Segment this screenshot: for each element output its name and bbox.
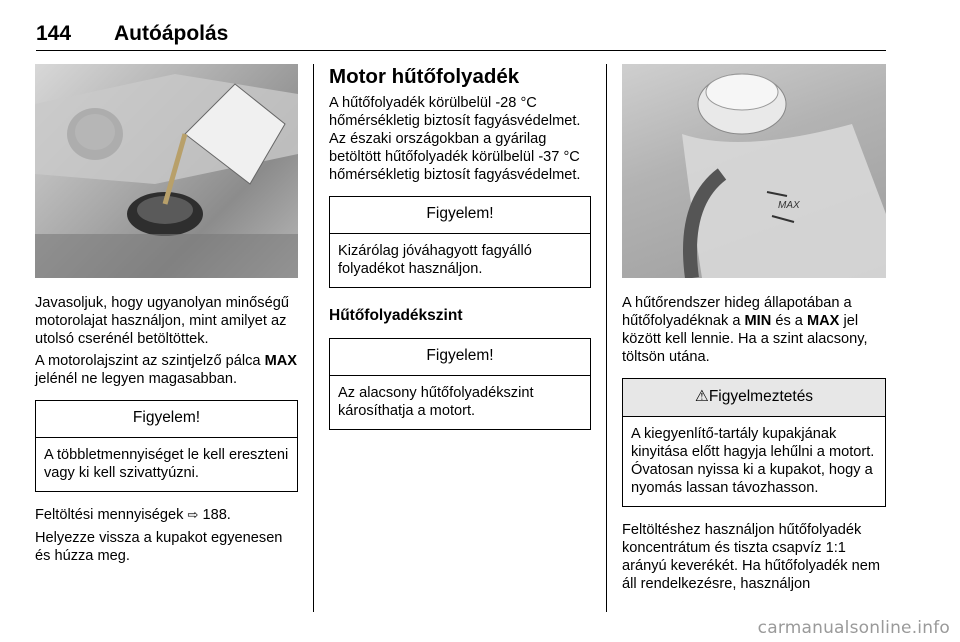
column-left	[35, 64, 298, 565]
page-reference-icon: ⇨	[187, 508, 199, 523]
watermark: carmanualsonline.info	[757, 618, 950, 638]
max-mark: MAX	[264, 353, 297, 369]
page-reference-link[interactable]: 188.	[198, 507, 231, 523]
column-divider	[606, 64, 607, 612]
notice-heading: Figyelem!	[330, 339, 590, 376]
notice-body: Kizárólag jóváhagyott fagyálló folyadékot használjon.	[338, 243, 532, 277]
section-heading: Motor hűtőfolyadék	[329, 65, 520, 88]
paragraph-capacities: Feltöltési mennyiségek ⇨ 188.	[35, 507, 231, 523]
notice-heading: Figyelem!	[36, 401, 297, 438]
subsection-heading: Hűtőfolyadékszint	[329, 307, 463, 324]
warning-body: A kiegyenlítő-tartály kupakjának kinyitása előtt hagyja lehűlni a motort. Óvatosan nyissa ki a kupakot, hogy a nyomás lassan távozhasson.	[631, 426, 875, 496]
warning-heading: ⚠Figyelmeztetés	[623, 379, 885, 417]
column-middle	[329, 64, 591, 430]
max-level-label: MAX	[778, 200, 800, 211]
notice-box	[329, 338, 591, 430]
notice-body: Az alacsony hűtőfolyadékszint károsíthatja a motort.	[338, 385, 534, 419]
page-number: 144	[36, 22, 72, 45]
notice-body: A többletmennyiséget le kell ereszteni vagy ki kell szivattyúzni.	[44, 447, 289, 481]
paragraph-dipstick: A motorolajszint az szintjelző pálca MAX jelénél ne legyen magasabban.	[35, 353, 297, 387]
notice-box	[329, 196, 591, 288]
paragraph: Feltöltéshez használjon hűtőfolyadék koncentrátum és tiszta csapvíz 1:1 arányú keverékét. Ha hűtőfolyadék nem áll rendelkezésre, használjon	[622, 522, 880, 592]
paragraph: A hűtőfolyadék körülbelül -28 °C hőmérsékletig biztosít fagyásvédelmet. Az északi országokban a gyárilag betöltött hűtőfolyadék körülbelül -37 °C hőmérsékletig biztosít fagyásvédelmet.	[329, 95, 581, 183]
notice-heading: Figyelem!	[330, 197, 590, 234]
warning-icon: ⚠	[694, 388, 709, 405]
column-right	[622, 64, 886, 593]
column-divider	[313, 64, 314, 612]
paragraph-coolant-level: A hűtőrendszer hideg állapotában a hűtőfolyadéknak a MIN és a MAX jel között kell lennie. Ha a szint alacsony, töltsön utána.	[622, 295, 868, 365]
paragraph: Helyezze vissza a kupakot egyenesen és húzza meg.	[35, 530, 283, 564]
notice-box	[35, 400, 298, 492]
page-title: Autóápolás	[114, 22, 229, 45]
engine-oil-photo	[35, 64, 298, 278]
warning-box	[622, 378, 886, 507]
page-header	[36, 14, 886, 51]
coolant-reservoir-photo	[622, 64, 886, 278]
paragraph: Javasoljuk, hogy ugyanolyan minőségű motorolajat használjon, mint amilyet az utolsó cserénél betöltöttek.	[35, 295, 289, 347]
